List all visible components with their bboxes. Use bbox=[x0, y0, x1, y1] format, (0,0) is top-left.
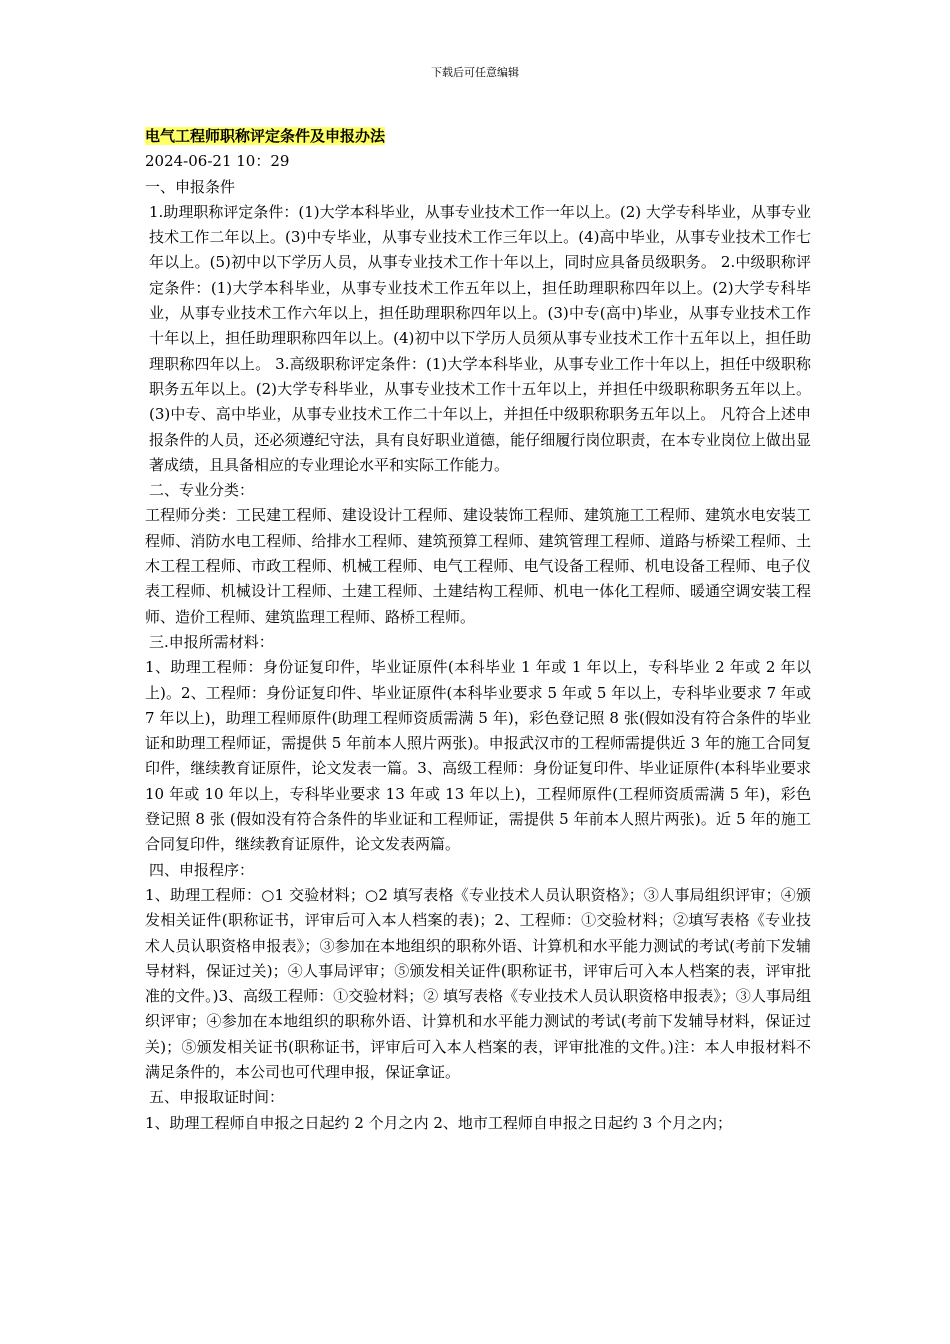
paragraph-timeline: 1、助理工程师自申报之日起约 2 个月之内 2、地市工程师自申报之日起约 3 个月之内； bbox=[145, 1113, 733, 1132]
article-date: 2024-06-21 10：29 bbox=[145, 152, 290, 171]
section-heading-5: 五、申报取证时间： bbox=[149, 1088, 285, 1107]
page-header-note: 下载后可任意编辑 bbox=[431, 66, 519, 79]
section-heading-3: 三.申报所需材料： bbox=[149, 632, 274, 651]
paragraph-materials: 1、助理工程师：身份证复印件，毕业证原件(本科毕业 1 年或 1 年以上，专科毕业 2 年或 2 年以上)。2、工程师：身份证复印件、毕业证原件(本科毕业要求 5 年或 5 年以上，专科毕业要求 7 年或 7 年以上)，助理工程师原件(助理工程师资质需满 5 年)，彩色登记照 8 张(假如没有符合条件的毕业证和助理工程师证，需提供 5 年前本人照片两张)。申报武汉市的工程师需提供近 3 年的施工合同复印件，继续教育证原件，论文发表一篇。3、高级工程师：身份证复印件、毕业证原件(本科毕业要求 10 年或 10 年以上，专科毕业要求 13 年或 13 年以上)，工程师原件(工程师资质需满 5 年)，彩色登记照 8 张 (假如没有符合条件的毕业证和工程师证，需提供 5 年前本人照片两张)。近 5 年的施工合同复印件，继续教育证原件，论文发表两篇。 bbox=[145, 658, 811, 854]
paragraph-procedure: 1、助理工程师：○1 交验材料；○2 填写表格《专业技术人员认职资格》；③人事局组织评审；④颁发相关证件(职称证书，评审后可入本人档案的表)；2、工程师：①交验材料；②填写表格《专业技术人员认职资格申报表》；③参加在本地组织的职称外语、计算机和水平能力测试的考试(考前下发辅导材料，保证过关)；④人事局评审；⑤颁发相关证件(职称证书，评审后可入本人档案的表，评审批准的文件。)3、高级工程师：①交验材料；② 填写表格《专业技术人员认职资格申报表》；③人事局组织评审；④参加在本地组织的职称外语、计算机和水平能力测试的考试(考前下发辅导材料，保证过关)；⑤颁发相关证书(职称证书，评审后可入本人档案的表，评审批准的文件。)注：本人申报材料不满足条件的，本公司也可代理申报，保证拿证。 bbox=[145, 885, 811, 1081]
section-heading-4: 四、申报程序： bbox=[149, 860, 255, 879]
article-title: 电气工程师职称评定条件及申报办法 bbox=[145, 127, 386, 145]
paragraph-categories: 工程师分类：工民建工程师、建设设计工程师、建设装饰工程师、建筑施工工程师、建筑水电安装工程师、消防水电工程师、给排水工程师、建筑预算工程师、建筑管理工程师、道路与桥梁工程师、土木工程工程师、市政工程师、机械工程师、电气工程师、电气设备工程师、机电设备工程师、电子仪表工程师、机械设计工程师、土建工程师、土建结构工程师、机电一体化工程师、暖通空调安装工程师、造价工程师、建筑监理工程师、路桥工程师。 bbox=[145, 506, 811, 626]
paragraph-conditions: 1.助理职称评定条件：(1)大学本科毕业，从事专业技术工作一年以上。(2) 大学专科毕业，从事专业技术工作二年以上。(3)中专毕业，从事专业技术工作三年以上。(4)高中毕业，从事专业技术工作七年以上。(5)初中以下学历人员，从事专业技术工作十年以上，同时应具备员级职务。 2.中级职称评定条件：(1)大学本科毕业，从事专业技术工作五年以上，担任助理职称四年以上。(2)大学专科毕业，从事专业技术工作六年以上，担任助理职称四年以上。(3)中专(高中)毕业，从事专业技术工作十年以上，担任助理职称四年以上。(4)初中以下学历人员须从事专业技术工作十五年以上，担任助理职称四年以上。 3.高级职称评定条件：(1)大学本科毕业，从事专业工作十年以上，担任中级职称职务五年以上。(2)大学专科毕业，从事专业技术工作十五年以上，并担任中级职称职务五年以上。(3)中专、高中毕业，从事专业技术工作二十年以上，并担任中级职称职务五年以上。 凡符合上述申报条件的人员，还必须遵纪守法，具有良好职业道德，能仔细履行岗位职责，在本专业岗位上做出显著成绩，且具备相应的专业理论水平和实际工作能力。 bbox=[149, 202, 811, 474]
article-body bbox=[145, 124, 811, 1136]
section-heading-2: 二、专业分类： bbox=[149, 481, 255, 500]
section-heading-1: 一、申报条件 bbox=[145, 177, 236, 196]
